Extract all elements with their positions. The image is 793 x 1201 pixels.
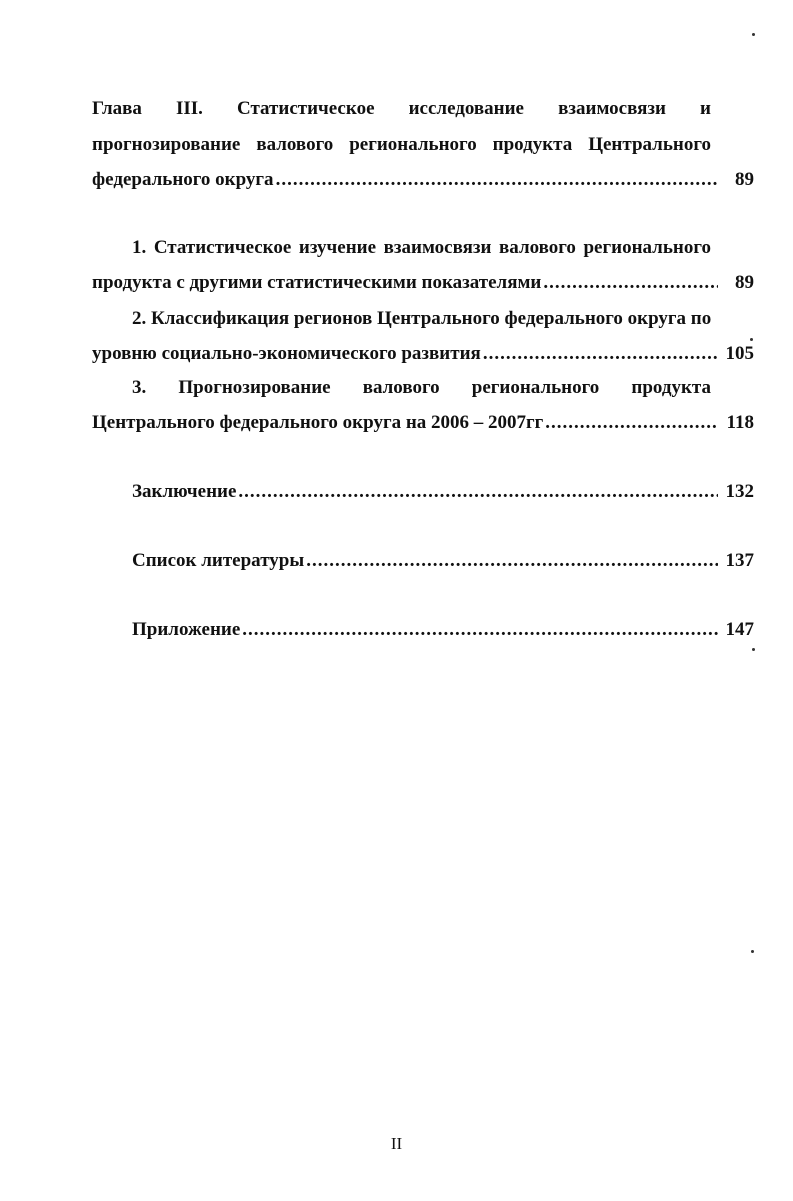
literature-entry-text: Список литературы [132, 550, 305, 571]
literature-entry[interactable] [132, 549, 754, 573]
item2-entry[interactable] [92, 342, 754, 366]
dot-leader [545, 411, 718, 435]
conclusion-entry-text: Заключение [132, 481, 237, 502]
appendix-entry-text: Приложение [132, 619, 241, 640]
dot-leader [238, 480, 718, 504]
scan-speck [752, 33, 755, 36]
conclusion-entry[interactable] [132, 480, 754, 504]
dot-leader [543, 271, 718, 295]
chapter3-entry-text: федерального округа [92, 169, 274, 190]
item3-entry[interactable] [92, 411, 754, 435]
scan-speck [751, 950, 754, 953]
scan-speck [750, 338, 753, 341]
item1-page-number: 89 [735, 272, 754, 293]
item2-entry-text: уровню социально-экономического развития [92, 343, 481, 364]
chapter3-entry[interactable] [92, 168, 754, 192]
item3-line1: 3. Прогнозирование валового регионального продукта [132, 377, 711, 398]
appendix-entry[interactable] [132, 618, 754, 642]
dot-leader [306, 549, 718, 573]
dot-leader [483, 342, 718, 366]
item1-line1: 1. Статистическое изучение взаимосвязи валового регионального [132, 237, 711, 258]
item2-page-number: 105 [725, 343, 754, 364]
chapter3-heading-line2: прогнозирование валового регионального продукта Центрального [92, 134, 711, 155]
item1-entry-text: продукта с другими статистическими показателями [92, 272, 542, 293]
dot-leader [276, 168, 718, 192]
literature-page-number: 137 [725, 550, 754, 571]
page-number-footer: II [390, 1134, 403, 1153]
chapter3-page-number: 89 [735, 169, 754, 190]
item2-line1: 2. Классификация регионов Центрального федерального округа по [132, 308, 711, 329]
dot-leader [242, 618, 718, 642]
item3-entry-text: Центрального федерального округа на 2006 – 2007гг [92, 412, 544, 433]
item1-entry[interactable] [92, 271, 754, 295]
conclusion-page-number: 132 [725, 481, 754, 502]
chapter3-heading-line1: Глава III. Статистическое исследование взаимосвязи и [92, 98, 711, 119]
appendix-page-number: 147 [725, 619, 754, 640]
scan-speck [752, 648, 755, 651]
item3-page-number: 118 [726, 412, 754, 433]
